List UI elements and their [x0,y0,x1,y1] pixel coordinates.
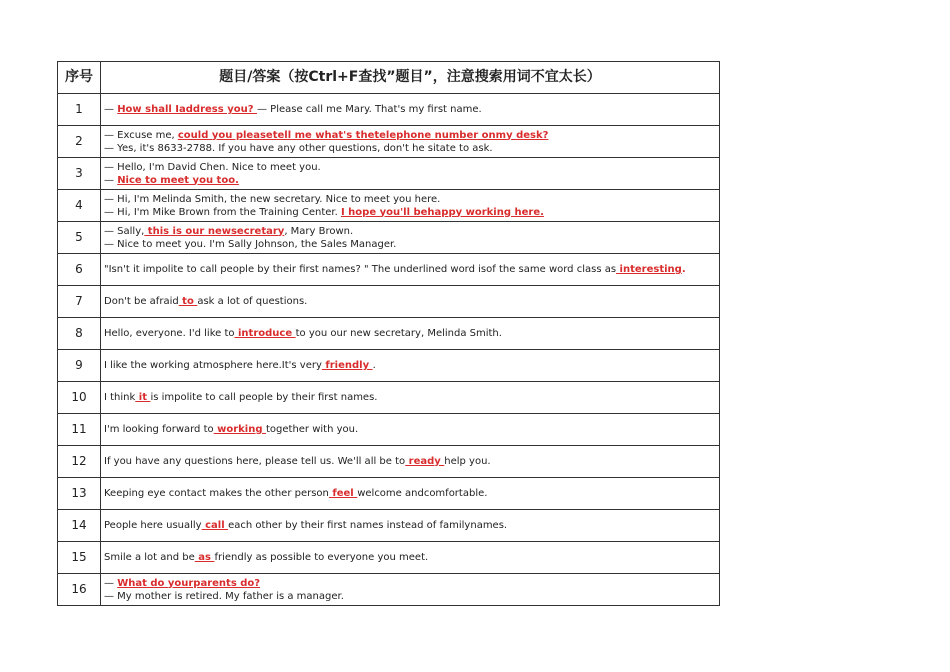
dialog-line: — Nice to meet you. I'm Sally Johnson, the Sales Manager. [104,238,397,250]
header-number: 序号 [58,62,101,94]
dialog-line [104,225,719,238]
answer-text: I hope you'll behappy working here. [340,206,544,218]
row-content [101,574,720,606]
table-row [58,510,720,542]
header-content: 题目/答案（按Ctrl+F查找”题目”，注意搜索用词不宜太长） [101,62,720,94]
table-row [58,126,720,158]
row-number: 9 [58,350,101,382]
dialog-line [104,174,719,187]
question-text: — [104,577,118,589]
question-text: — Sally, [104,225,145,237]
row-number: 13 [58,478,101,510]
row-content [101,222,720,254]
answer-text: this is our newsecretary [144,225,285,237]
qa-table [57,61,720,606]
dialog-line: — Hello, I'm David Chen. Nice to meet you. [104,161,321,173]
dialog-line [104,129,719,142]
question-text: — Please call me Mary. That's my first name. [256,104,482,115]
row-content [101,350,720,382]
question-text: — Excuse me, [104,129,178,141]
question-text: Hello, everyone. I'd like to [104,328,235,339]
dialog-line: — My mother is retired. My father is a manager. [104,590,344,602]
question-text: — Hi, I'm Mike Brown from the Training Center. [104,206,341,218]
answer-text: interesting [616,264,682,275]
table-row [58,478,720,510]
row-number: 15 [58,542,101,574]
dialog-line [104,206,719,219]
row-content [101,126,720,158]
question-text: Keeping eye contact makes the other person [104,488,329,499]
question-text: Smile a lot and be [104,552,195,563]
question-text: I like the working atmosphere here.It's very [104,360,322,371]
row-number: 1 [58,94,101,126]
answer-text: as [194,552,215,563]
answer-text: feel [328,488,358,499]
question-text: friendly as possible to everyone you meet. [214,552,429,563]
row-content [101,414,720,446]
question-text: If you have any questions here, please tell us. We'll all be to [104,456,406,467]
table-header-row [58,62,720,94]
row-content [101,542,720,574]
question-text: "Isn't it impolite to call people by their first names? " The underlined word isof the same word class as [104,264,617,275]
table-row [58,414,720,446]
question-text: help you. [444,456,491,467]
answer-text: How shall Iaddress you? [117,104,257,115]
table-row [58,446,720,478]
question-text: I think [104,392,136,403]
answer-text: call [201,520,229,531]
table-row [58,542,720,574]
row-content [101,190,720,222]
row-content [101,94,720,126]
table-row [58,158,720,190]
question-text: — [104,104,118,115]
answer-text: introduce [234,328,296,339]
row-content [101,382,720,414]
row-number: 12 [58,446,101,478]
table-row [58,222,720,254]
question-text: welcome andcomfortable. [357,488,488,499]
row-content [101,286,720,318]
question-text: together with you. [265,424,359,435]
row-content [101,318,720,350]
row-number: 10 [58,382,101,414]
row-number: 7 [58,286,101,318]
table-row [58,286,720,318]
dialog-line: — Hi, I'm Melinda Smith, the new secretary. Nice to meet you here. [104,193,441,205]
row-number: 3 [58,158,101,190]
row-number: 14 [58,510,101,542]
answer-text: could you pleasetell me what's thetelephone number onmy desk? [177,129,549,141]
row-number: 11 [58,414,101,446]
row-content [101,478,720,510]
answer-text: it [135,392,151,403]
row-content [101,158,720,190]
row-number: 2 [58,126,101,158]
table-row [58,190,720,222]
row-number: 4 [58,190,101,222]
question-text: People here usually [104,520,202,531]
table-row [58,350,720,382]
row-number: 16 [58,574,101,606]
row-number: 8 [58,318,101,350]
question-text: I'm looking forward to [104,424,214,435]
table-row [58,382,720,414]
question-text: . [372,360,376,371]
question-text: , Mary Brown. [284,225,354,237]
row-content [101,446,720,478]
answer-text: friendly [321,360,373,371]
answer-punct: . [681,264,686,275]
question-text: ask a lot of questions. [197,296,308,307]
answer-text: working [213,424,266,435]
answer-text: Nice to meet you too. [117,174,239,186]
question-text: — [104,174,118,186]
question-text: Don't be afraid [104,296,179,307]
table-row [58,318,720,350]
dialog-line [104,577,719,590]
question-text: to you our new secretary, Melinda Smith. [295,328,502,339]
question-text: each other by their first names instead of familynames. [228,520,508,531]
dialog-line: — Yes, it's 8633-2788. If you have any other questions, don't he sitate to ask. [104,142,493,154]
answer-text: ready [405,456,445,467]
row-number: 5 [58,222,101,254]
row-number: 6 [58,254,101,286]
row-content [101,254,720,286]
answer-text: to [178,296,198,307]
answer-text: What do yourparents do? [117,577,261,589]
table-row [58,94,720,126]
table-row [58,254,720,286]
question-text: is impolite to call people by their first names. [150,392,378,403]
row-content [101,510,720,542]
table-row [58,574,720,606]
